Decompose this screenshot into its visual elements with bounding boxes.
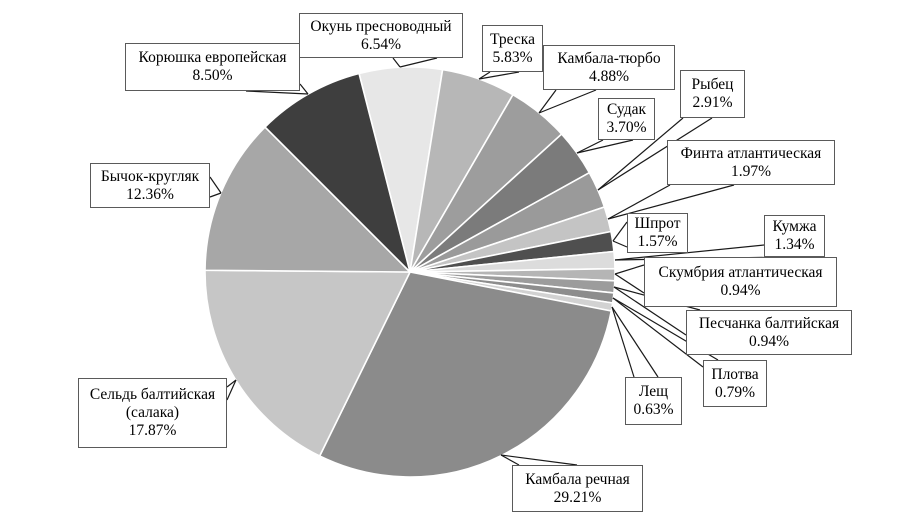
slice-label-name: Скумбрия атлантическая [658, 264, 823, 282]
slice-label-name: Песчанка балтийская [698, 314, 840, 332]
slice-label-name: Финта атлантическая [680, 144, 822, 162]
slice-label-percent: 2.91% [692, 94, 733, 111]
slice-label-percent: 0.94% [748, 332, 790, 350]
leader-line [612, 307, 634, 377]
slice-label-percent: 1.34% [774, 236, 815, 253]
slice-label-name: Бычок-кругляк [100, 167, 200, 185]
slice-label-name: Окунь пресноводный [310, 17, 452, 35]
leader-line [613, 222, 627, 241]
leader-line [210, 177, 221, 193]
slice-label-name: Камбала-тюрбо [557, 49, 661, 67]
slice-label-percent: 5.83% [492, 48, 533, 66]
leader-line [400, 58, 437, 67]
leader-line [598, 118, 683, 190]
leader-line [577, 140, 603, 153]
leader-line [300, 84, 308, 94]
leader-line [246, 91, 308, 94]
leader-line [577, 140, 633, 153]
slice-label-percent: 3.70% [606, 119, 647, 136]
leader-line [608, 185, 734, 219]
slice-label-percent: 0.79% [714, 383, 756, 401]
slice-label-name: Корюшка европейская [138, 49, 287, 67]
leader-line [612, 307, 658, 377]
slice-label-name: Камбала речная [525, 470, 630, 488]
leader-line [615, 265, 644, 274]
slice-label-name: Плотва [711, 365, 759, 383]
slice-label-percent: 0.63% [633, 401, 674, 418]
slice-label-percent: 6.54% [360, 35, 402, 53]
slice-label-percent: 1.97% [730, 162, 772, 180]
slice-label-percent: 12.36% [126, 185, 174, 203]
slice-label-percent: 8.50% [192, 67, 233, 84]
leader-line [501, 455, 577, 465]
slice-label-name: Шпрот [634, 215, 681, 233]
leader-line [614, 287, 686, 335]
leader-line [613, 298, 703, 367]
leader-line [608, 185, 670, 219]
slice-label-percent: 4.88% [588, 67, 630, 85]
leader-line [598, 118, 712, 190]
slice-label-name: Судак [606, 101, 647, 119]
pie-slices-group [205, 67, 615, 477]
slice-label-percent: 29.21% [553, 488, 602, 506]
slice-label-name: Сельдь балтийская (салака) [89, 386, 216, 422]
leader-line [393, 58, 400, 67]
slice-label-percent: 1.57% [637, 233, 678, 250]
slice-label-percent: 0.94% [720, 282, 761, 299]
leader-line [613, 298, 718, 360]
slice-label-name: Лещ [638, 383, 669, 401]
slice-label-percent: 17.87% [128, 421, 177, 439]
slice-label-name: Треска [490, 30, 535, 48]
slice-label-name: Рыбец [691, 76, 734, 94]
slice-label-name: Кумжа [772, 218, 817, 236]
leader-line [613, 241, 627, 247]
